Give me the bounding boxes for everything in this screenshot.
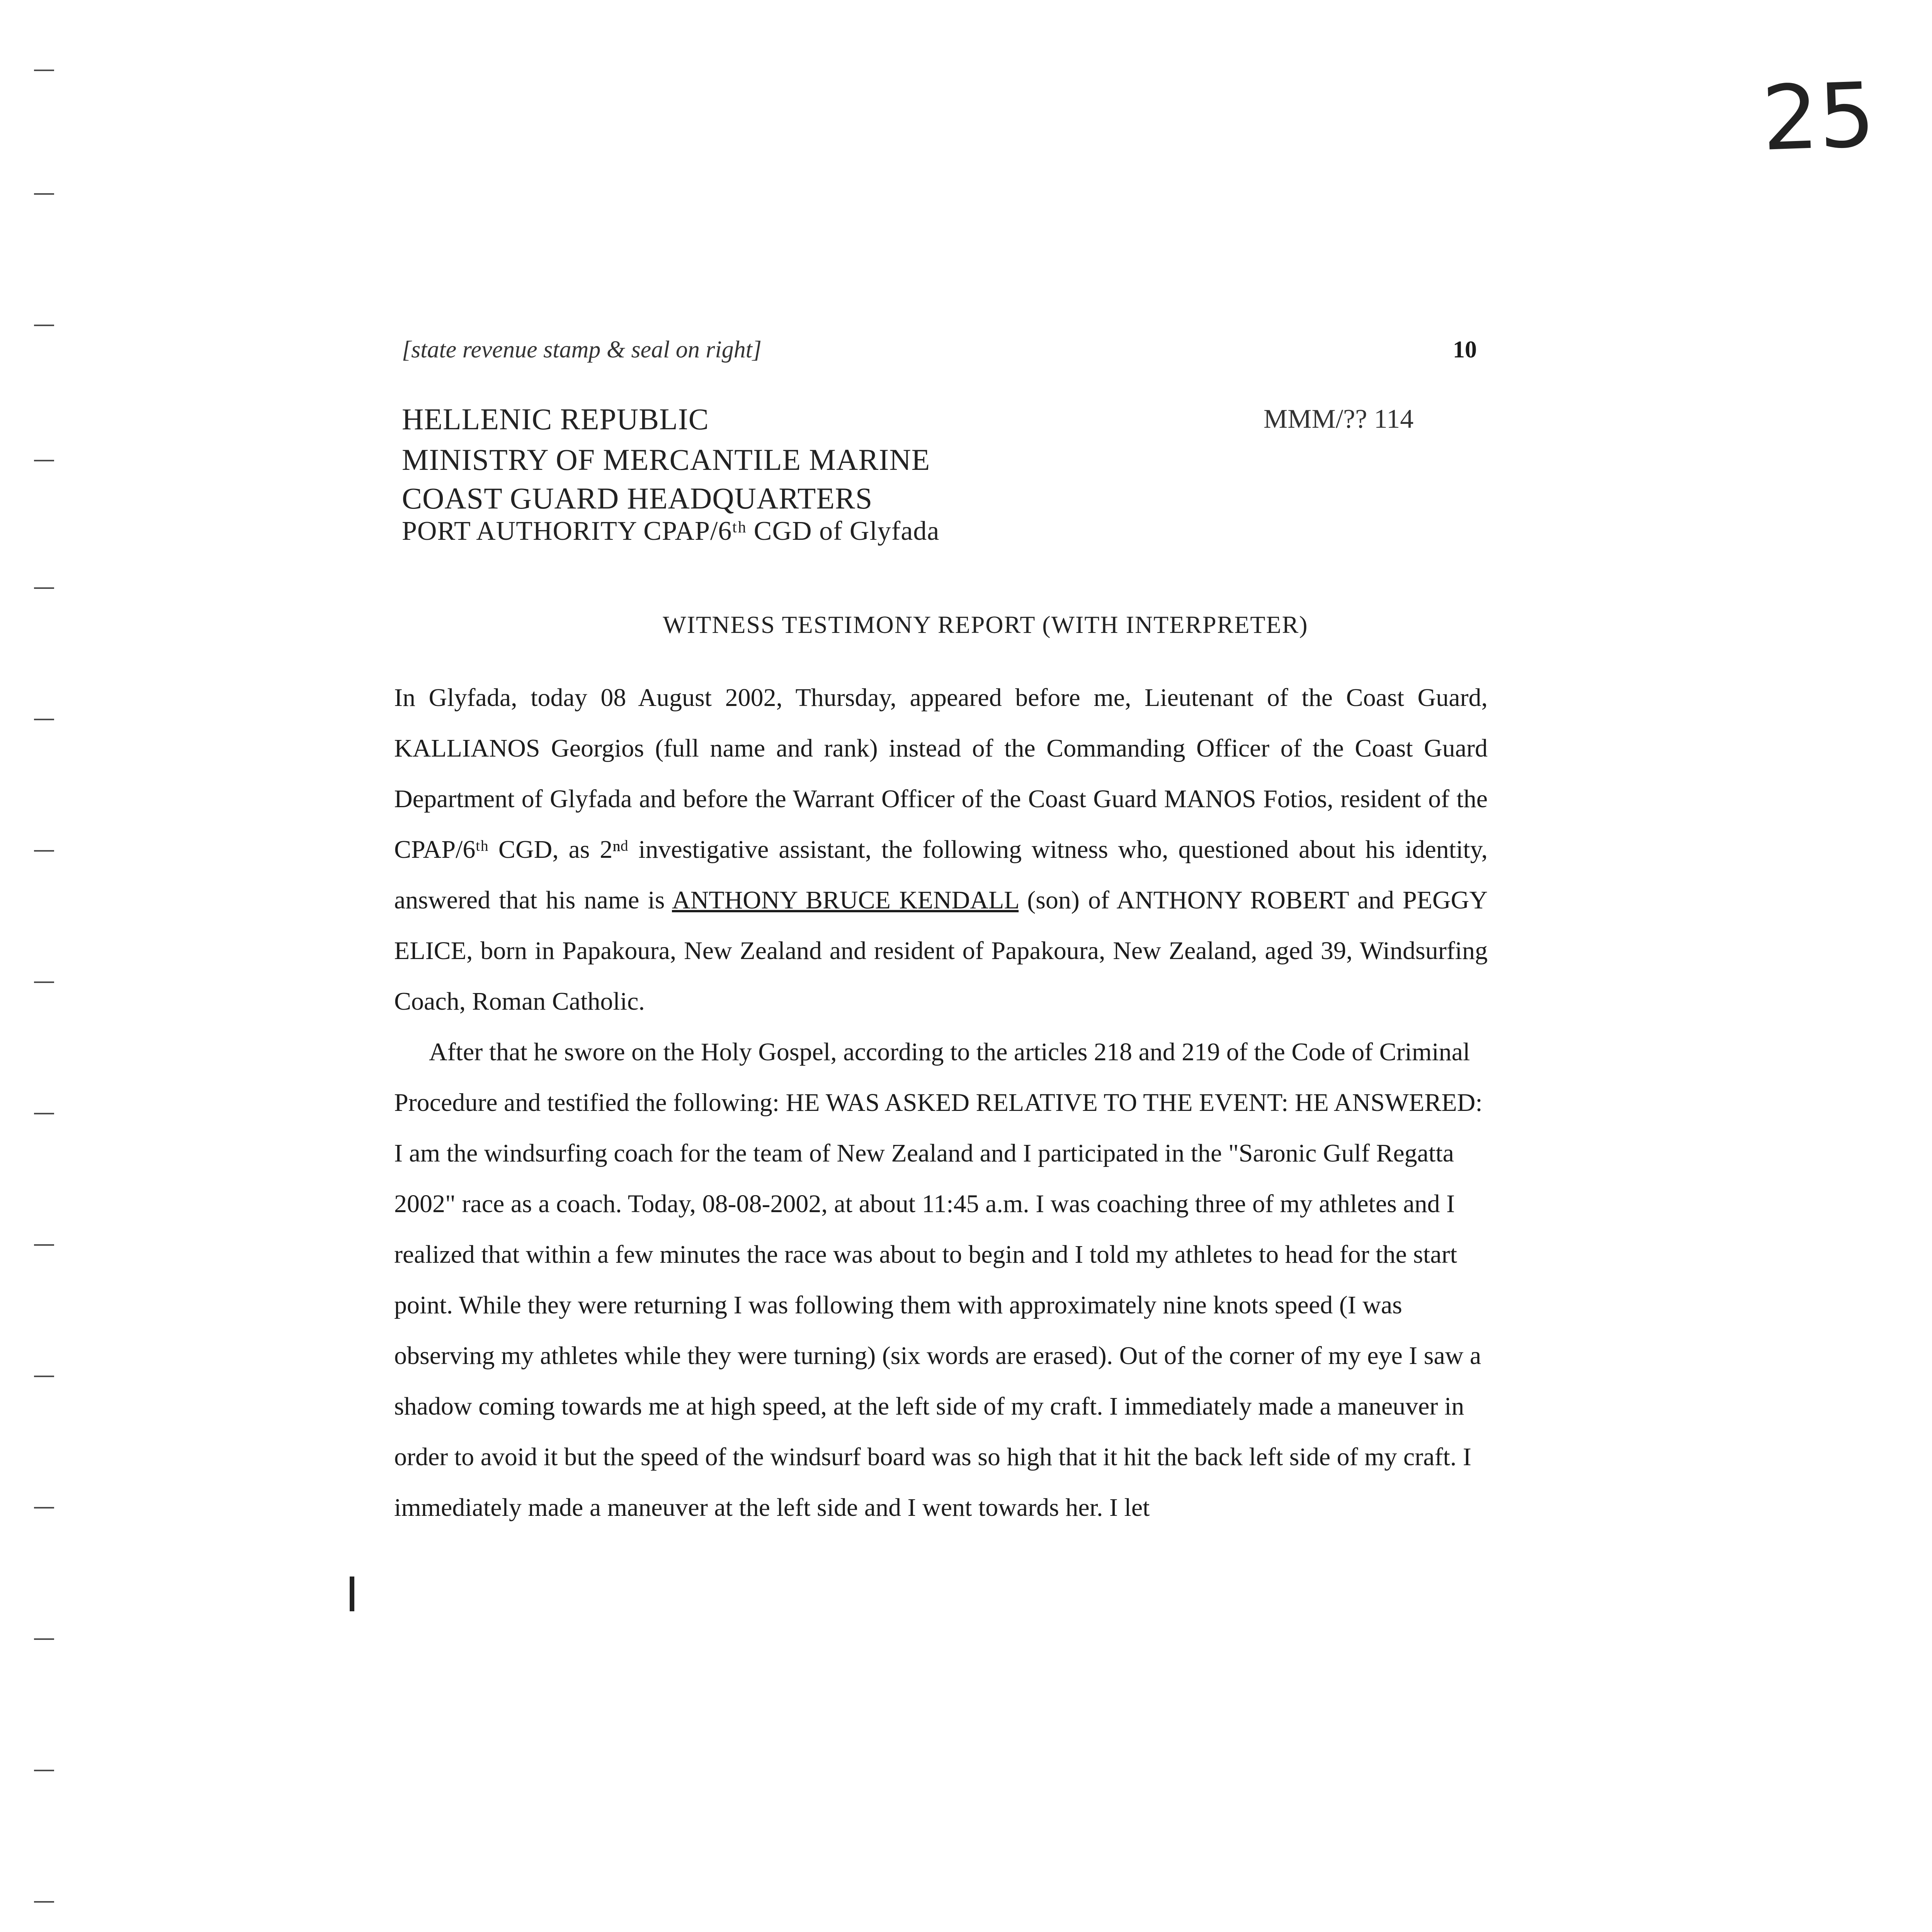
edge-mark bbox=[34, 1638, 54, 1640]
edge-mark bbox=[34, 850, 54, 852]
paragraph-identity bbox=[394, 672, 1488, 1027]
paragraph-testimony: After that he swore on the Holy Gospel, according to the articles 218 and 219 of the Code of Criminal Procedure and testified the following: HE WAS ASKED RELATIVE TO THE EVENT: HE ANSWERED: I am the windsurfing coach for the team of New Zealand and I participated in the "Saronic Gulf Regatta 2002" race as a coach. Today, 08-08-2002, at about 11:45 a.m. I was coaching three of my athletes and I realized that within a few minutes the race was about to begin and I told my athletes to head for the start point. While they were returning I was following them with approximately nine knots speed (I was observing my athletes while they were turning) (six words are erased). Out of the corner of my eye I saw a shadow coming towards me at high speed, at the left side of my craft. I immediately made a maneuver in order to avoid it but the speed of the windsurf board was so high that it hit the back left side of my craft. I immediately made a maneuver at the left side and I went towards her. I let bbox=[394, 1038, 1483, 1522]
edge-mark bbox=[34, 70, 54, 71]
edge-mark bbox=[34, 193, 54, 195]
paragraph-identity-text-rest: (son) of ANTHONY ROBERT and PEGGY ELICE, born in Papakoura, New Zealand and resident of Papakoura, New Zealand, aged 39, Windsurfing Coach, Roman Catholic. bbox=[394, 886, 1488, 1015]
edge-mark bbox=[34, 587, 54, 589]
edge-mark bbox=[34, 1507, 54, 1509]
folio-number: 10 bbox=[1453, 337, 1477, 363]
stamp-note: [state revenue stamp & seal on right] bbox=[402, 337, 762, 363]
edge-mark bbox=[34, 1901, 54, 1903]
edge-mark bbox=[34, 719, 54, 720]
header-line-3: COAST GUARD HEADQUARTERS bbox=[402, 481, 873, 515]
edge-mark bbox=[34, 1770, 54, 1771]
edge-mark bbox=[34, 981, 54, 983]
edge-mark bbox=[34, 1244, 54, 1246]
header-line-4: PORT AUTHORITY CPAP/6ᵗʰ CGD of Glyfada bbox=[402, 516, 940, 546]
witness-name: ANTHONY BRUCE KENDALL bbox=[672, 886, 1019, 914]
header-line-1: HELLENIC REPUBLIC bbox=[402, 402, 709, 436]
edge-mark bbox=[34, 460, 54, 461]
edge-mark bbox=[34, 1113, 54, 1114]
testimony-body bbox=[394, 672, 1488, 1533]
edge-mark bbox=[34, 1376, 54, 1377]
handwritten-page-number: 25 bbox=[1760, 63, 1877, 171]
header-line-2: MINISTRY OF MERCANTILE MARINE bbox=[402, 443, 930, 476]
margin-mark bbox=[350, 1577, 354, 1611]
reference-number: MMM/?? 114 bbox=[1264, 404, 1414, 434]
paragraph-identity-text: In Glyfada, today 08 August 2002, Thursday, appeared before me, Lieutenant of the Coast Guard, KALLIANOS Georgios (full name and rank) instead of the Commanding Officer of the Coast Guard Department of Glyfada and before the Warrant Officer of the Coast Guard MANOS Fotios, resident of the CPAP/6ᵗʰ CGD, as 2ⁿᵈ investigative assistant, the following witness who, questioned about his identity, answered that his name is bbox=[394, 684, 1488, 914]
document-title: WITNESS TESTIMONY REPORT (WITH INTERPRETER) bbox=[663, 611, 1308, 638]
edge-mark bbox=[34, 325, 54, 326]
